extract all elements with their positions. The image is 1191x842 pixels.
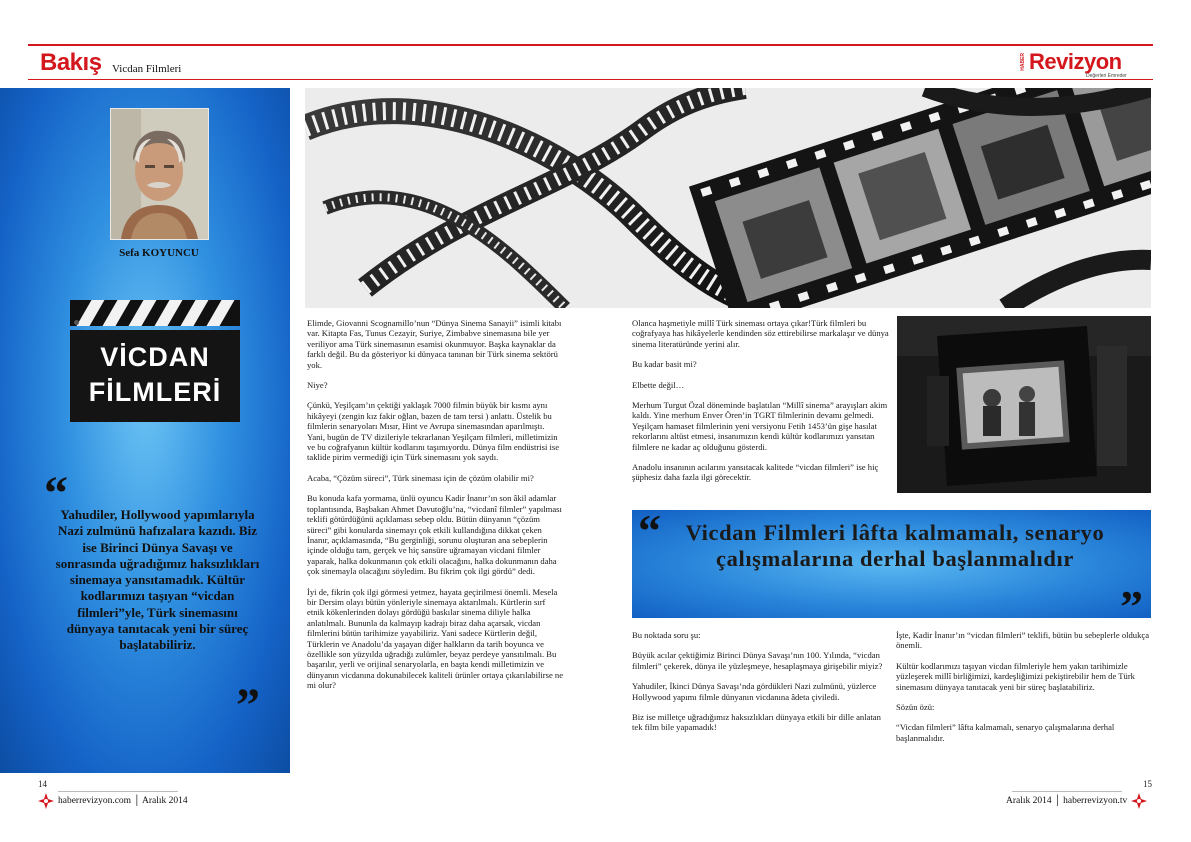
- clapper-title-line1: VİCDAN: [100, 342, 210, 372]
- paragraph: İyi de, fikrin çok ilgi görmesi yetmez, hayata geçirilmesi önemli. Mesela bir Dersim olayı bütün yönleriyle sinemaya aktarılmalı. Kürtlerin sırf etnik kökenlerinden dolayı gördüğü baskılar sinema diliyle halka anlatılmalı. Bununla da kalmayıp kadrajı biraz daha açarsak, vicdan filmlerini bütün tarihimize yayabiliriz. Yani sadece Kürtlerin değil, Türklerin ve Anadolu’da yaşayan diğer halkların da tarih boyunca ve özellikle son yüzyılda uğradığı zulümler, beyaz perdeye yansıtılmalı. Bu başarılır, yerli ve orijinal senaryolarla, en başta kendi milletimizin ve dünyanın vicdanına dokunabilecek kaliteli ürünler ortaya çıkarılabilirse ne mi olur?: [307, 586, 564, 691]
- footer-rule-left: [58, 791, 178, 792]
- header-bottom-rule: [28, 79, 1153, 80]
- page-number-right: 15: [1143, 779, 1152, 789]
- paragraph: “Vicdan filmleri” lâfta kalmamalı, senaryo çalışmalarına derhal başlanmalıdır.: [896, 722, 1115, 743]
- paragraph: İşte, Kadir İnanır’ın “vicdan filmleri” teklifi, bütün bu sebeplerle oldukça önemli.: [896, 630, 1150, 651]
- camera-icon: [897, 316, 1151, 493]
- paragraph: Biz ise milletçe uğradığımız haksızlıkları dünyaya etkili bir dille anlatan tek film bile yapamadık!: [632, 712, 881, 733]
- logo-wordmark: Revizyon: [1029, 49, 1122, 74]
- paragraph: Merhum Turgut Özal döneminde başlatılan “Millî sinema” arayışları akim kaldı. Yine merhum Enver Ören’in TGRT filmlerinin devamı gelmedi. Yeşilçam hamaset filmlerinin yeni versiyonu Fetih 1453’ün gişe hasılat rekorlarını altüst etmesi, insanımızın kendi kültür kodlarımızı yansıtan filmlere ne kadar aç olduğunu gösterdi.: [632, 400, 888, 452]
- clapper-title: [70, 340, 240, 410]
- footer-left-text: haberrevizyon.com │ Aralık 2014: [58, 796, 188, 806]
- paragraph: Büyük acılar çektiğimiz Birinci Dünya Savaşı’nın 100. Yılında, “vicdan filmleri” çekerek, dünya ile yüzleşmeye, hesaplaşmaya girişebilir miyiz?: [632, 650, 883, 671]
- camera-viewfinder-photo: [897, 316, 1151, 493]
- section-subtitle: Vicdan Filmleri: [112, 63, 182, 75]
- article-column-2: [632, 318, 890, 493]
- film-reel-icon: [305, 88, 1151, 308]
- article-column-1: [307, 318, 564, 701]
- ornament-icon: [38, 793, 54, 809]
- paragraph: Çünkü, Yeşilçam’ın çektiği yaklaşık 7000 filmin büyük bir kısmı aynı hikâyeyi (zengin kız fakir oğlan, bazen de tam tersi ) anlattı. Üstelik bu filmlerin senaryoları Mısır, Hint ve Avrupa sinemasından aparılmıştı. Yani, bugün de TV dizileriyle tekrarlanan Yeşilçam filmleri, milletimizin ve bu coğrafyanın kültür kodlarını taşımıyordu. Dünya film endüstrisi ise taklide pirim vermediği için Türk sinemasını yok saydı.: [307, 400, 560, 463]
- clapper-title-line2: FİLMLERİ: [88, 377, 222, 407]
- paragraph: Bu noktada soru şu:: [632, 630, 701, 640]
- paragraph: Acaba, “Çözüm süreci”, Türk sineması için de çözüm olabilir mi?: [307, 472, 534, 483]
- footer-rule-right: [1012, 791, 1122, 792]
- pull-quote-text: Vicdan Filmleri lâfta kalmamalı, senaryo çalışmalarına derhal başlanmalıdır: [685, 520, 1105, 571]
- paragraph: Bu konuda kafa yormama, ünlü oyuncu Kadir İnanır’ın son âkil adamlar toplantısında, Başbakan Ahmet Davutoğlu’na, “vicdanî filmler” yapılması teklifi götürdüğünü açıklaması sebep oldu. Bütün dünyanın “çözüm süreci” gibi konularda sinemayı çok etkili kullandığına dikkat çeken İnanır, açıklamasında, “Bu gerginliği, sorunu oluşturan ana sebeplerin içinde olduğu tam, gerçek ve hiç sansüre uğramayan vicdani filmler yaparak, halka dokunmanın çok etkili olacağını, halka dokunmanın daha çok sinemayla olacağını söyledim. Bu fikrim çok ilgi gördü” dedi.: [307, 493, 562, 577]
- article-column-3: [632, 630, 890, 743]
- paragraph: Anadolu insanının acılarını yansıtacak kalitede “vicdan filmleri” ise hiç şüphesiz daha fazla ilgi görecektir.: [632, 462, 879, 483]
- paragraph: Niye?: [307, 380, 328, 391]
- left-quote-close-mark: ”: [236, 679, 260, 732]
- left-quote-open-mark: “: [44, 467, 68, 520]
- logo-tagline: Değerleri Emreder: [1086, 73, 1127, 79]
- author-photo: [110, 108, 209, 240]
- clapper-stripes: [70, 300, 240, 326]
- left-pull-quote: Yahudiler, Hollywood yapımlarıyla Nazi zulmünü hafızalara kazıdı. Biz ise Birinci Dünya Savaşı ve sonrasında uğradığımız haksızlıkları sinemaya yansıtamadık. Kültür kodlarımızı taşıyan “vicdan filmleri”yle, Türk sinemasını dünyaya tanıtacak yeni bir süreç başlatabiliriz.: [55, 507, 260, 653]
- pull-quote-close-mark: ”: [1120, 581, 1143, 632]
- paragraph: Elimde, Giovanni Scognamillo’nun “Dünya Sinema Sanayii” isimli kitabı var. Kitapta Fas, Tunus Cezayir, Suriye, Zimbabve sinemasına bile yer veriliyor ama Türk sinemasının esamisi okunmuyor. Başka kaynaklar da farklı değil. Bu da gösteriyor ki dünyaca tanınan bir Türk sinema sektörü yok.: [307, 318, 562, 370]
- article-column-4: [896, 630, 1151, 753]
- page-number-left: 14: [38, 779, 47, 789]
- footer-right-text: Aralık 2014 │ haberrevizyon.tv: [1006, 796, 1128, 806]
- paragraph: Bu kadar basit mi?: [632, 359, 697, 370]
- film-strip-image: [305, 88, 1151, 308]
- paragraph: Yahudiler, İkinci Dünya Savaşı’nda gördükleri Nazi zulmünü, yüzlerce Hollywood yapımı filmle dünyanın vicdanına âdeta çiviledi.: [632, 681, 877, 702]
- clapperboard: [70, 300, 240, 420]
- pull-quote-open-mark: “: [638, 505, 661, 556]
- paragraph: Elbette değil…: [632, 379, 685, 390]
- paragraph: Sözün özü:: [896, 702, 935, 713]
- section-title: Bakış: [40, 49, 102, 76]
- logo-prefix: HABER: [1020, 53, 1026, 71]
- paragraph: Kültür kodlarımızı taşıyan vicdan filmleriyle hem yakın tarihimizle yüzleşerek millî birliğimizi, kardeşliğimizi pekiştirebilir hem de Türk sinemasını dünyaya tanıtacak yeni bir süreç başlatabiliriz.: [896, 660, 1135, 692]
- magazine-logo: [1014, 49, 1154, 79]
- paragraph: Olanca haşmetiyle millî Türk sineması ortaya çıkar!Türk filmleri bu coğrafyaya has hikâyelerle kendinden söz ettirebilirse markalaşır ve dünya sinema literatüründe yerini alır.: [632, 318, 889, 349]
- author-name: Sefa KOYUNCU: [119, 247, 199, 259]
- header-top-rule: [28, 44, 1153, 46]
- author-portrait-icon: [111, 109, 208, 239]
- ornament-icon: [1131, 793, 1147, 809]
